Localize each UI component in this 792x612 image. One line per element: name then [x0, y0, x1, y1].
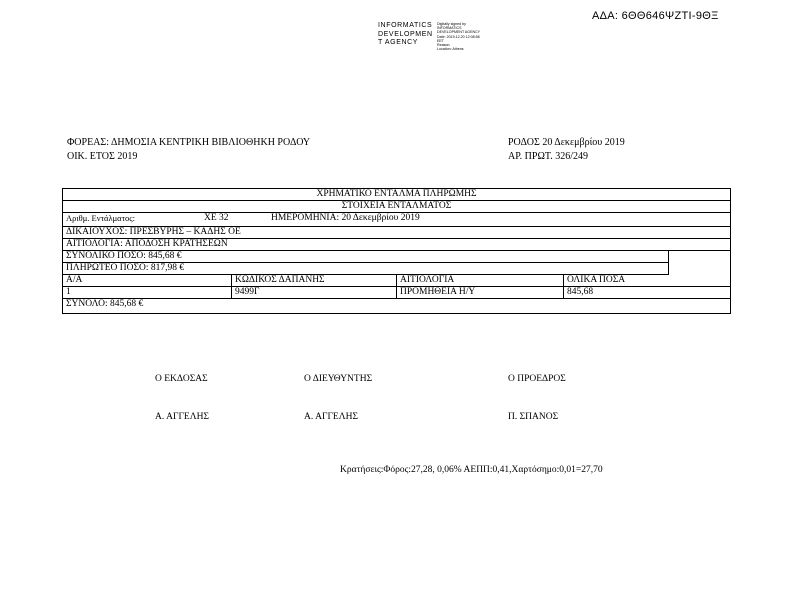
director-name: Α. ΑΓΓΕΛΗΣ — [304, 412, 359, 422]
organization: ΦΟΡΕΑΣ: ΔΗΜΟΣΙΑ ΚΕΝΤΡΙΚΗ ΒΙΒΛΙΟΘΗΚΗ ΡΟΔΟΥ — [67, 137, 311, 148]
table-subtitle: ΣΤΟΙΧΕΙΑ ΕΝΤΑΛΜΑΤΟΣ — [63, 201, 730, 213]
beneficiary: ΔΙΚΑΙΟΥΧΟΣ: ΠΡΕΣΒΥΡΗΣ – ΚΑΔΗΣ ΟΕ — [66, 227, 241, 237]
president-name: Π. ΣΠΑΝΟΣ — [508, 412, 559, 422]
president-title: Ο ΠΡΟΕΔΡΟΣ — [508, 374, 566, 384]
sum-amount: ΣΥΝΟΛΟ: 845,68 € — [66, 299, 144, 309]
cell-reason: ΠΡΟΜΗΘΕΙΑ Η/Υ — [396, 287, 475, 298]
order-date: ΗΜΕΡΟΜΗΝΙΑ: 20 Δεκεμβρίου 2019 — [271, 213, 420, 223]
payable-amount: ΠΛΗΡΩΤΕΟ ΠΟΣΟ: 817,98 € — [66, 263, 185, 273]
digital-signature-meta — [437, 22, 480, 51]
sum-row — [63, 299, 730, 313]
document-date: ΡΟΔΟΣ 20 Δεκεμβρίου 2019 — [508, 137, 625, 148]
issuer-name: Α. ΑΓΓΕΛΗΣ — [155, 412, 210, 422]
sig-meta-line: Location: Athens — [437, 47, 464, 52]
cell-index: 1 — [66, 287, 71, 297]
issuer-title: Ο ΕΚΔΟΣΑΣ — [155, 374, 208, 384]
order-number-label: Αριθμ. Εντάλματος: — [66, 213, 135, 223]
sig-meta-line: DEVELOPMENT AGENCY — [437, 30, 481, 35]
payment-order-table — [62, 188, 731, 314]
reason-row — [63, 239, 730, 251]
order-number: ΧΕ 32 — [204, 213, 229, 223]
protocol-number: ΑΡ. ΠΡΩΤ. 326/249 — [508, 151, 589, 162]
agency-line-3: T AGENCY — [378, 39, 419, 46]
withholdings-note: Κρατήσεις:Φόρος:27,28, 0,06% ΑΕΠΠ:0,41,Χαρτόσημο:0,01=27,70 — [340, 465, 603, 475]
table-title: ΧΡΗΜΑΤΙΚΟ ΕΝΤΑΛΜΑ ΠΛΗΡΩΜΗΣ — [63, 189, 730, 201]
sig-meta-line: EET — [437, 38, 444, 43]
paid-row — [63, 263, 669, 275]
column-header: ΟΛΙΚΑ ΠΟΣΑ — [563, 275, 625, 286]
column-header: Α/Α — [66, 275, 83, 285]
cell-code: 9499Γ — [231, 287, 260, 298]
column-header: ΑΙΤΙΟΛΟΓΙΑ — [396, 275, 454, 286]
director-title: Ο ΔΙΕΥΘΥΝΤΗΣ — [304, 374, 373, 384]
ada-code: ΑΔΑ: 6ΘΘ646ΨΖΤΙ-9ΘΞ — [592, 10, 719, 22]
total-amount: ΣΥΝΟΛΙΚΟ ΠΟΣΟ: 845,68 € — [66, 251, 182, 261]
agency-line-1: INFORMATICS — [378, 22, 433, 29]
table-row — [63, 287, 730, 299]
fiscal-year: ΟΙΚ. ΕΤΟΣ 2019 — [67, 151, 138, 162]
signature-agency-name — [378, 22, 433, 48]
cell-amount: 845,68 — [563, 287, 593, 298]
agency-line-2: DEVELOPMEN — [378, 30, 433, 38]
sig-meta-line: Digitally signed by — [437, 22, 466, 26]
order-number-row — [63, 213, 730, 227]
sig-meta-line: INFORMATICS — [437, 26, 462, 31]
total-row — [63, 251, 669, 263]
beneficiary-row — [63, 227, 730, 239]
table-header-row — [63, 275, 730, 287]
sig-meta-line: Reason: — [437, 43, 451, 48]
sig-meta-line: Date: 2019.12.20 12:08:58 — [437, 34, 480, 39]
reason: ΑΙΤΙΟΛΟΓΙΑ: ΑΠΟΔΟΣΗ ΚΡΑΤΗΣΕΩΝ — [66, 239, 228, 249]
column-header: ΚΩΔΙΚΟΣ ΔΑΠΑΝΗΣ — [231, 275, 325, 286]
